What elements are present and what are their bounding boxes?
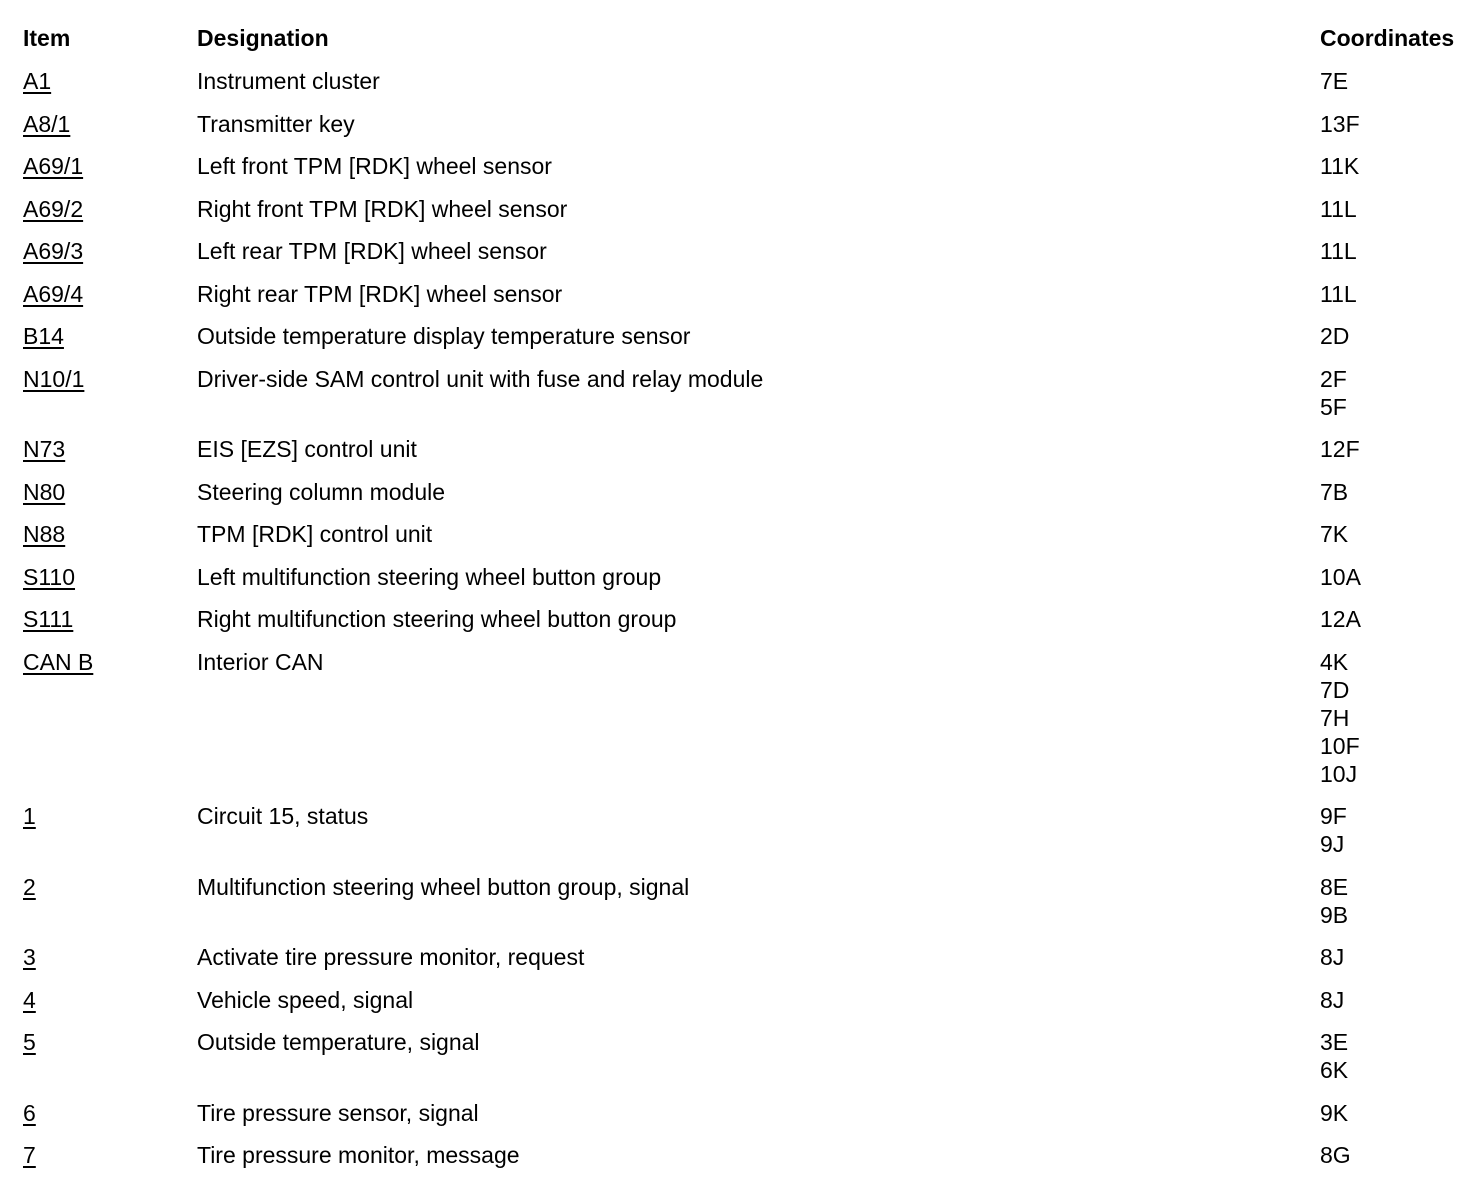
designation-cell: Right rear TPM [RDK] wheel sensor — [197, 280, 563, 307]
table-row — [23, 563, 1468, 606]
coordinates-cell — [1320, 67, 1470, 95]
item-cell — [23, 110, 193, 138]
item-cell — [23, 1141, 193, 1169]
coordinates-cell — [1320, 435, 1470, 463]
coordinate-value: 11K — [1320, 153, 1360, 179]
coordinate-value: 8E — [1320, 873, 1349, 900]
item-link[interactable]: B14 — [23, 323, 64, 349]
coordinate-value: 7E — [1320, 68, 1349, 94]
table-row — [23, 520, 1468, 563]
item-cell — [23, 435, 193, 463]
table-row — [23, 802, 1468, 873]
item-cell — [23, 152, 193, 180]
coordinate-value: 7D — [1320, 676, 1350, 703]
table-row — [23, 365, 1468, 436]
designation-cell: Circuit 15, status — [197, 803, 369, 829]
item-column-header: Item — [23, 25, 71, 51]
designation-cell: Outside temperature display temperature sensor — [197, 323, 691, 349]
coordinate-value: 4K — [1320, 648, 1349, 675]
designation-cell: TPM [RDK] control unit — [197, 521, 433, 547]
item-cell — [23, 280, 193, 308]
designation-cell: Right front TPM [RDK] wheel sensor — [197, 195, 568, 222]
item-link[interactable]: A69/3 — [23, 238, 84, 264]
item-cell — [23, 873, 193, 901]
item-cell — [23, 605, 193, 633]
item-cell — [23, 67, 193, 95]
item-link[interactable]: 3 — [23, 944, 36, 970]
coordinate-value: 11L — [1320, 280, 1357, 307]
coordinate-value: 8G — [1320, 1142, 1351, 1168]
designation-column-header: Designation — [197, 25, 329, 51]
component-legend-table — [23, 24, 1468, 1184]
item-cell — [23, 648, 193, 676]
item-link[interactable]: A69/4 — [23, 280, 84, 307]
designation-cell: Left multifunction steering wheel button group — [197, 563, 662, 590]
item-cell — [23, 943, 193, 971]
coordinate-value: 10J — [1320, 760, 1358, 787]
designation-cell: Multifunction steering wheel button group, signal — [197, 873, 690, 900]
coordinate-value: 3E — [1320, 1029, 1349, 1055]
coordinates-cell — [1320, 365, 1470, 421]
coordinate-value: 10F — [1320, 732, 1360, 759]
item-link[interactable]: 6 — [23, 1099, 36, 1126]
coordinates-cell — [1320, 110, 1470, 138]
coordinates-cell — [1320, 648, 1470, 788]
designation-cell: Vehicle speed, signal — [197, 986, 414, 1013]
coordinates-cell — [1320, 943, 1470, 971]
coordinate-value: 9K — [1320, 1099, 1349, 1126]
item-link[interactable]: 4 — [23, 986, 36, 1013]
designation-cell: Right multifunction steering wheel button group — [197, 606, 677, 632]
table-row — [23, 1028, 1468, 1099]
item-cell — [23, 1028, 193, 1056]
table-row — [23, 152, 1468, 195]
coordinate-value: 6K — [1320, 1057, 1349, 1083]
coordinate-value: 10A — [1320, 563, 1361, 590]
item-link[interactable]: N88 — [23, 521, 66, 547]
designation-cell: Steering column module — [197, 478, 446, 505]
coordinates-cell — [1320, 1028, 1470, 1084]
designation-cell: Tire pressure monitor, message — [197, 1142, 520, 1168]
item-link[interactable]: A8/1 — [23, 110, 71, 137]
coordinates-cell — [1320, 605, 1470, 633]
item-cell — [23, 986, 193, 1014]
item-link[interactable]: N80 — [23, 478, 66, 505]
item-cell — [23, 563, 193, 591]
item-link[interactable]: N73 — [23, 436, 66, 462]
designation-cell: Instrument cluster — [197, 68, 380, 94]
item-cell — [23, 478, 193, 506]
coordinate-value: 7B — [1320, 478, 1349, 505]
item-link[interactable]: 1 — [23, 803, 36, 829]
item-link[interactable]: S110 — [23, 563, 76, 590]
coordinate-value: 9B — [1320, 901, 1349, 928]
item-link[interactable]: 2 — [23, 873, 36, 900]
item-link[interactable]: A69/1 — [23, 153, 84, 179]
table-row — [23, 1099, 1468, 1142]
item-cell — [23, 1099, 193, 1127]
coordinate-value: 5F — [1320, 393, 1347, 420]
coordinate-value: 11L — [1320, 238, 1357, 264]
coordinate-value: 13F — [1320, 110, 1360, 137]
coordinate-value: 8J — [1320, 944, 1345, 970]
coordinates-cell — [1320, 1099, 1470, 1127]
item-link[interactable]: S111 — [23, 606, 74, 632]
coordinate-value: 7H — [1320, 704, 1350, 731]
item-link[interactable]: A1 — [23, 68, 52, 94]
coordinate-value: 8J — [1320, 986, 1345, 1013]
coordinates-column-header: Coordinates — [1320, 25, 1455, 51]
designation-cell: EIS [EZS] control unit — [197, 436, 417, 462]
coordinates-cell — [1320, 1141, 1470, 1169]
item-link[interactable]: 5 — [23, 1029, 36, 1055]
coordinate-value: 2F — [1320, 365, 1347, 392]
coordinates-cell — [1320, 986, 1470, 1014]
table-row — [23, 478, 1468, 521]
designation-cell: Left front TPM [RDK] wheel sensor — [197, 153, 552, 179]
coordinates-cell — [1320, 280, 1470, 308]
table-row — [23, 873, 1468, 944]
legend-header-row — [23, 24, 1468, 67]
coordinate-value: 9J — [1320, 831, 1345, 857]
table-row — [23, 280, 1468, 323]
designation-cell: Outside temperature, signal — [197, 1029, 480, 1055]
table-row — [23, 435, 1468, 478]
item-cell — [23, 237, 193, 265]
item-cell — [23, 520, 193, 548]
item-link[interactable]: CAN B — [23, 648, 94, 675]
legend-rows — [23, 67, 1468, 1184]
coordinates-cell — [1320, 520, 1470, 548]
table-row — [23, 986, 1468, 1029]
coordinate-value: 12A — [1320, 606, 1361, 632]
table-row — [23, 237, 1468, 280]
table-row — [23, 110, 1468, 153]
item-cell — [23, 802, 193, 830]
table-row — [23, 322, 1468, 365]
table-row — [23, 605, 1468, 648]
item-link[interactable]: N10/1 — [23, 365, 85, 392]
item-cell — [23, 195, 193, 223]
coordinates-cell — [1320, 478, 1470, 506]
table-row — [23, 67, 1468, 110]
item-link[interactable]: 7 — [23, 1142, 36, 1168]
coordinate-value: 11L — [1320, 195, 1357, 222]
coordinates-cell — [1320, 802, 1470, 858]
item-link[interactable]: A69/2 — [23, 195, 84, 222]
table-row — [23, 1141, 1468, 1184]
coordinates-cell — [1320, 873, 1470, 929]
item-cell — [23, 365, 193, 393]
designation-cell: Transmitter key — [197, 110, 355, 137]
coordinates-cell — [1320, 152, 1470, 180]
designation-cell: Tire pressure sensor, signal — [197, 1099, 479, 1126]
designation-cell: Driver-side SAM control unit with fuse and relay module — [197, 365, 764, 392]
coordinate-value: 2D — [1320, 323, 1350, 349]
designation-cell: Interior CAN — [197, 648, 324, 675]
designation-cell: Left rear TPM [RDK] wheel sensor — [197, 238, 547, 264]
coordinate-value: 9F — [1320, 803, 1347, 829]
table-row — [23, 195, 1468, 238]
coordinates-cell — [1320, 237, 1470, 265]
designation-cell: Activate tire pressure monitor, request — [197, 944, 585, 970]
coordinate-value: 12F — [1320, 436, 1360, 462]
table-row — [23, 943, 1468, 986]
coordinate-value: 7K — [1320, 521, 1349, 547]
coordinates-cell — [1320, 195, 1470, 223]
coordinates-cell — [1320, 322, 1470, 350]
table-row — [23, 648, 1468, 803]
coordinates-cell — [1320, 563, 1470, 591]
item-cell — [23, 322, 193, 350]
